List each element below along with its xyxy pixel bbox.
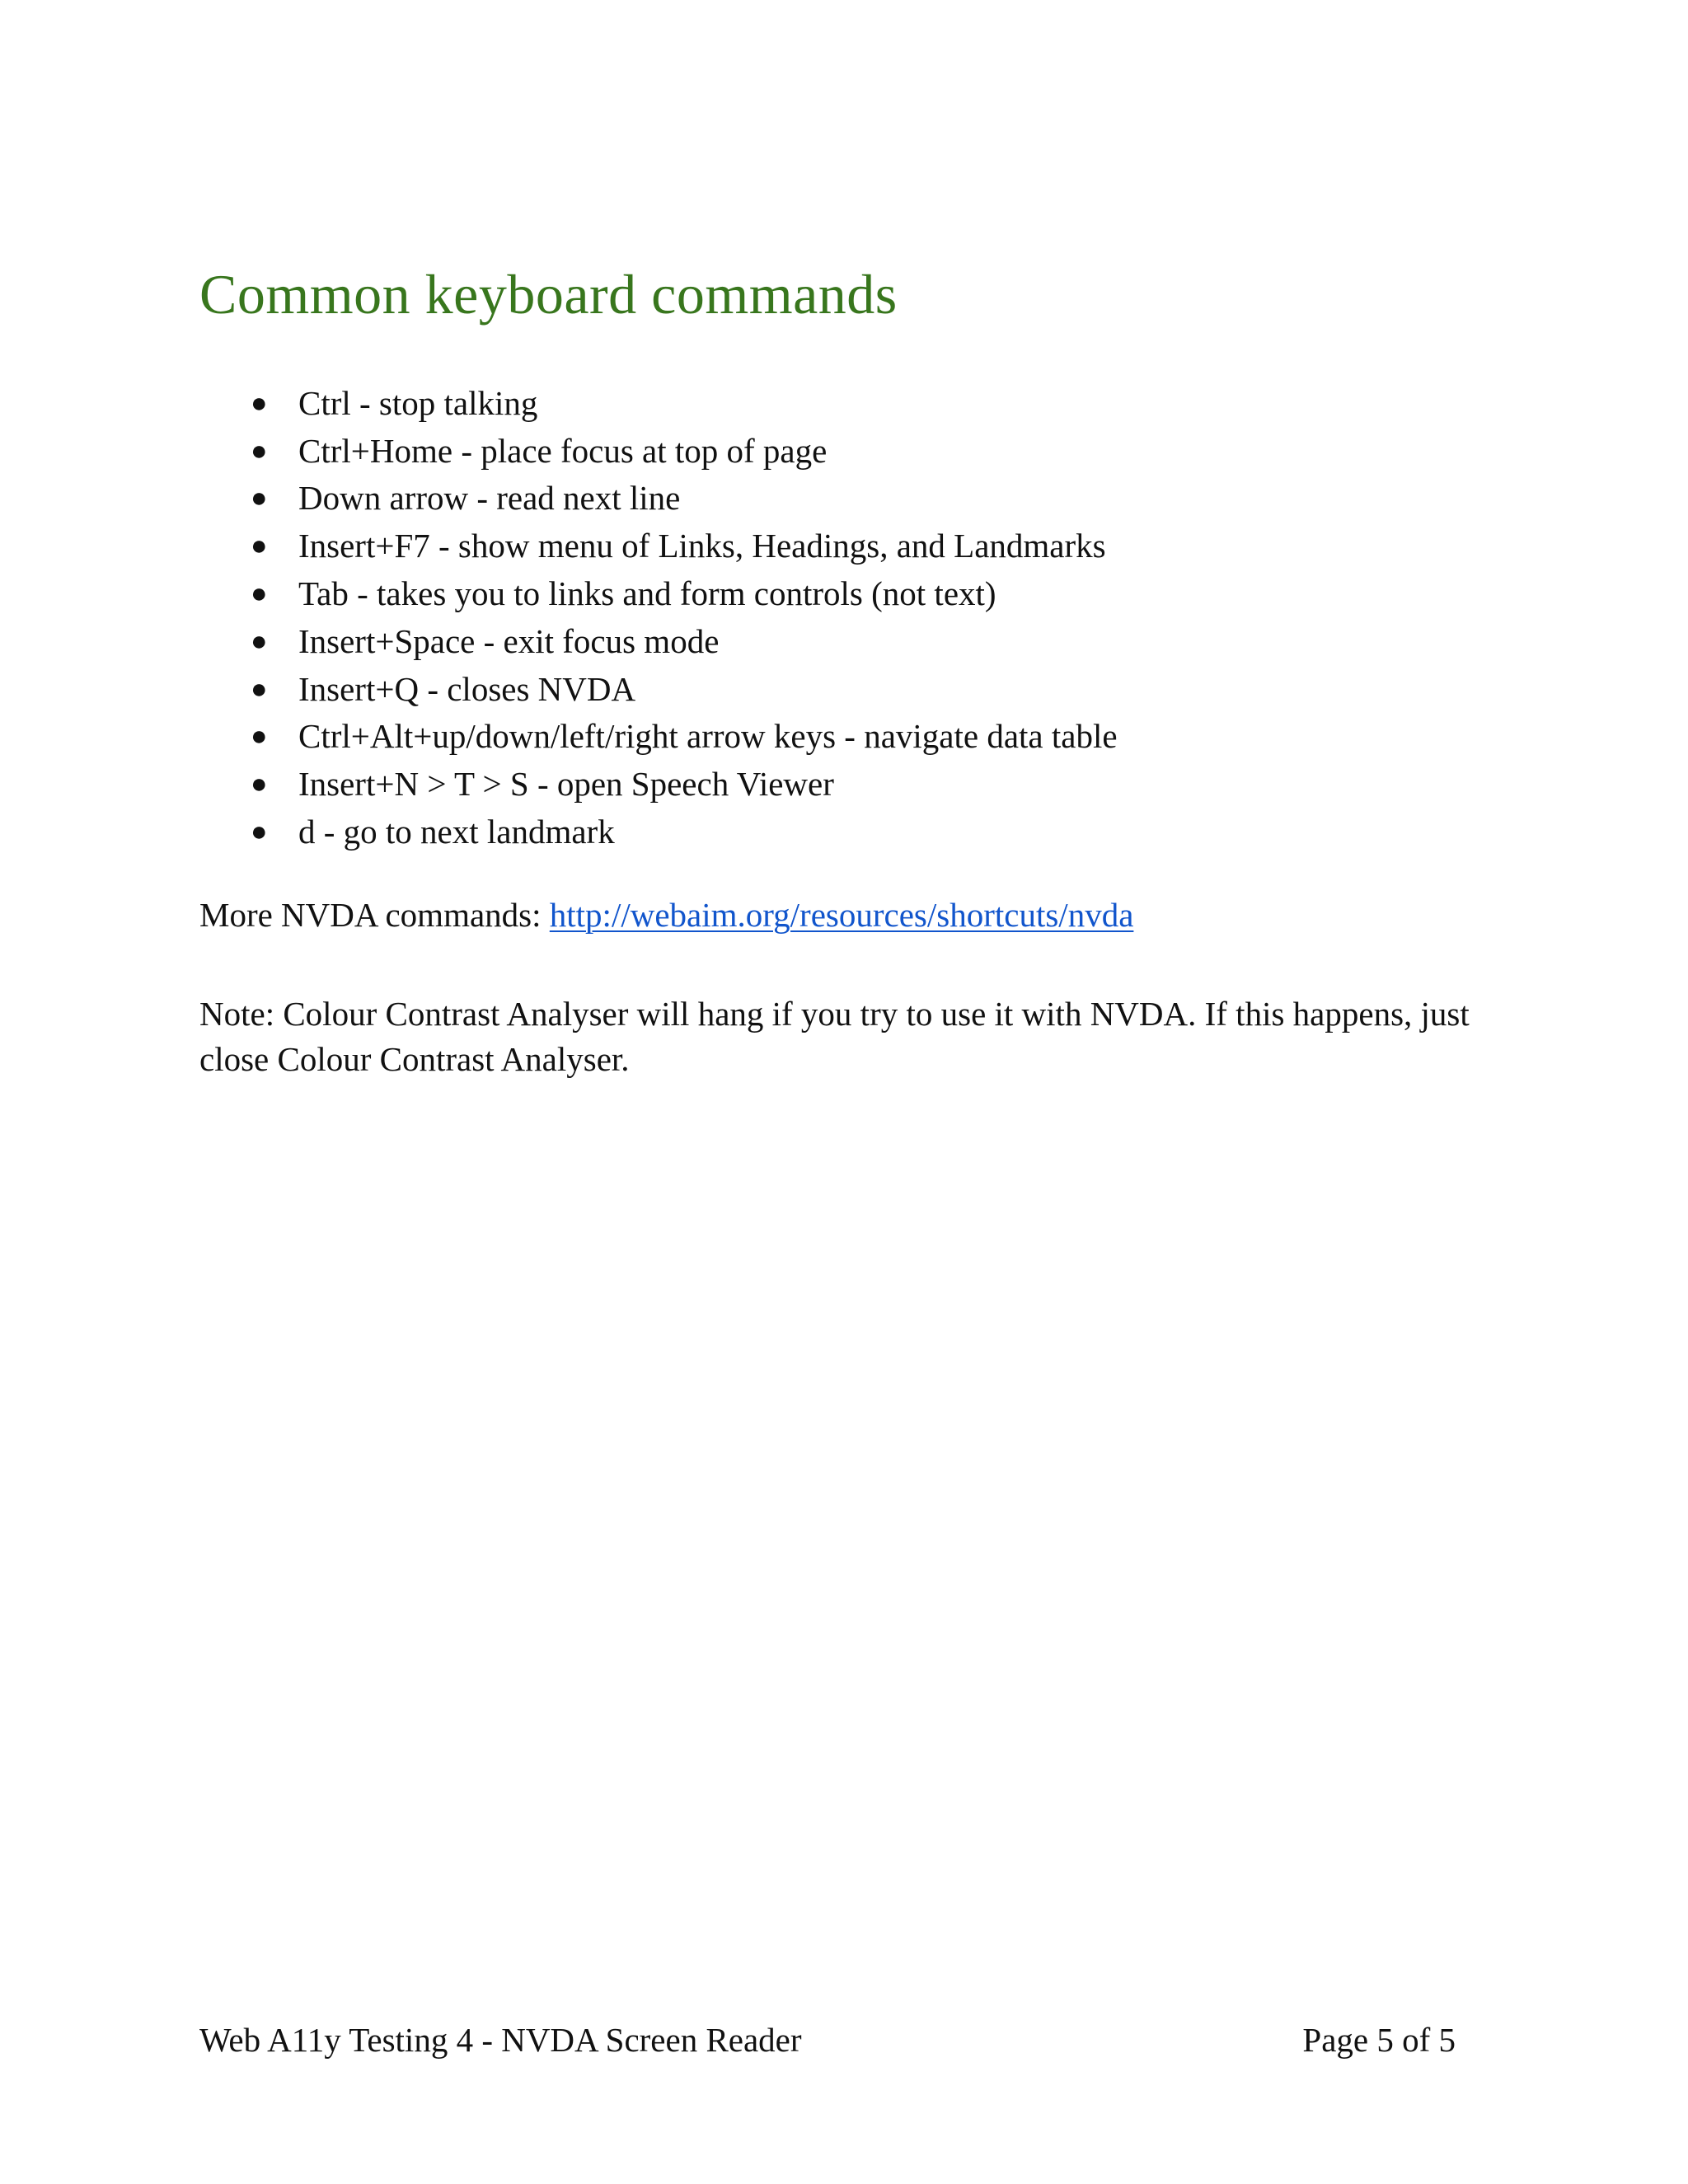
bullet-icon: ●: [251, 816, 268, 847]
command-text: Ctrl+Home - place focus at top of page: [298, 431, 828, 470]
bullet-icon: ●: [251, 531, 268, 562]
command-text: Down arrow - read next line: [298, 479, 681, 518]
command-text: Insert+Q - closes NVDA: [298, 669, 636, 708]
bullet-icon: ●: [251, 721, 268, 752]
more-commands-line: [199, 891, 1485, 939]
bullet-icon: ●: [251, 626, 268, 657]
command-item: [199, 761, 1485, 808]
command-item: [199, 713, 1485, 761]
bullet-icon: ●: [251, 578, 268, 609]
page-number: Page 5 of 5: [1302, 2021, 1456, 2059]
more-commands-label: More NVDA commands:: [199, 895, 550, 934]
command-item: [199, 380, 1485, 428]
nvda-shortcuts-link[interactable]: http://webaim.org/resources/shortcuts/nvda: [549, 895, 1134, 934]
bullet-icon: ●: [251, 769, 268, 800]
footer-title: Web A11y Testing 4 - NVDA Screen Reader: [199, 2021, 802, 2059]
bullet-icon: ●: [251, 673, 268, 705]
command-text: Tab - takes you to links and form controls (not text): [298, 574, 996, 612]
command-list: [199, 380, 1485, 856]
command-text: Insert+N > T > S - open Speech Viewer: [298, 765, 834, 804]
page-footer: [199, 2016, 1456, 2064]
command-text: Ctrl - stop talking: [298, 383, 538, 422]
command-text: Insert+F7 - show menu of Links, Headings, and Landmarks: [298, 527, 1106, 565]
command-item: [199, 475, 1485, 523]
command-item: [199, 666, 1485, 714]
command-item: [199, 570, 1485, 618]
command-text: Insert+Space - exit focus mode: [298, 621, 720, 660]
command-text: d - go to next landmark: [298, 812, 615, 851]
bullet-icon: ●: [251, 483, 268, 514]
command-item: [199, 428, 1485, 476]
command-item: [199, 618, 1485, 666]
command-item: [199, 523, 1485, 570]
page-content: [199, 264, 1485, 1082]
command-item: [199, 808, 1485, 856]
command-text: Ctrl+Alt+up/down/left/right arrow keys - navigate data table: [298, 717, 1118, 756]
note-paragraph: Note: Colour Contrast Analyser will hang if you try to use it with NVDA. If this happens, just close Colour Contrast Analyser.: [199, 994, 1470, 1078]
bullet-icon: ●: [251, 387, 268, 419]
bullet-icon: ●: [251, 435, 268, 466]
page-heading: Common keyboard commands: [199, 263, 898, 326]
